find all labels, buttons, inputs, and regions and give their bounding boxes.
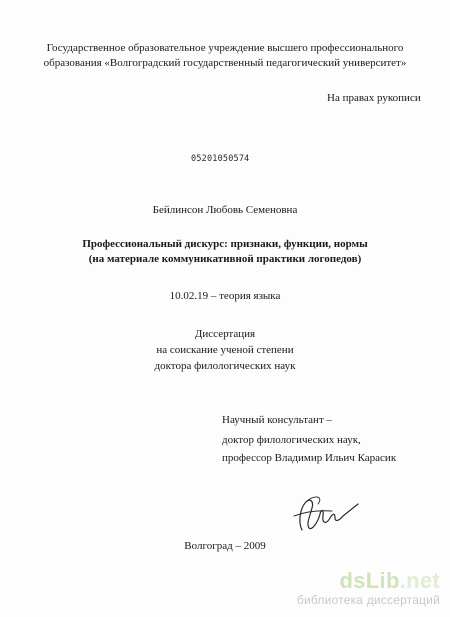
title-line-2: (на материале коммуникативной практики логопедов) bbox=[88, 253, 362, 265]
degree-line-3: доктора филологических наук bbox=[154, 360, 296, 372]
specialty: 10.02.19 – теория языка bbox=[169, 290, 281, 302]
author-name: Бейлинсон Любовь Семеновна bbox=[152, 204, 298, 216]
handwritten-signature bbox=[288, 492, 364, 536]
site-watermark bbox=[250, 569, 440, 607]
watermark-subtitle: библиотека диссертаций bbox=[296, 593, 440, 607]
degree-line-1: Диссертация bbox=[194, 328, 256, 340]
watermark-logo-tld: .net bbox=[399, 568, 440, 593]
institution-line-1: Государственное образовательное учреждение высшего профессионального bbox=[46, 42, 404, 54]
institution-line-2: образования «Волгоградский государственный педагогический университет» bbox=[43, 57, 407, 69]
consultant-line-1: Научный консультант – bbox=[222, 414, 332, 426]
city-year: Волгоград – 2009 bbox=[184, 540, 266, 552]
watermark-logo bbox=[250, 569, 440, 593]
consultant-line-3: профессор Владимир Ильич Карасик bbox=[222, 452, 397, 464]
rights-note: На правах рукописи bbox=[327, 92, 421, 104]
degree-line-2: на соискание ученой степени bbox=[156, 344, 294, 356]
consultant-line-2: доктор филологических наук, bbox=[222, 434, 361, 446]
watermark-logo-main: dsLib bbox=[339, 568, 400, 593]
registration-code: 05201050574 bbox=[191, 154, 250, 164]
title-line-1: Профессиональный дискурс: признаки, функции, нормы bbox=[82, 238, 368, 250]
